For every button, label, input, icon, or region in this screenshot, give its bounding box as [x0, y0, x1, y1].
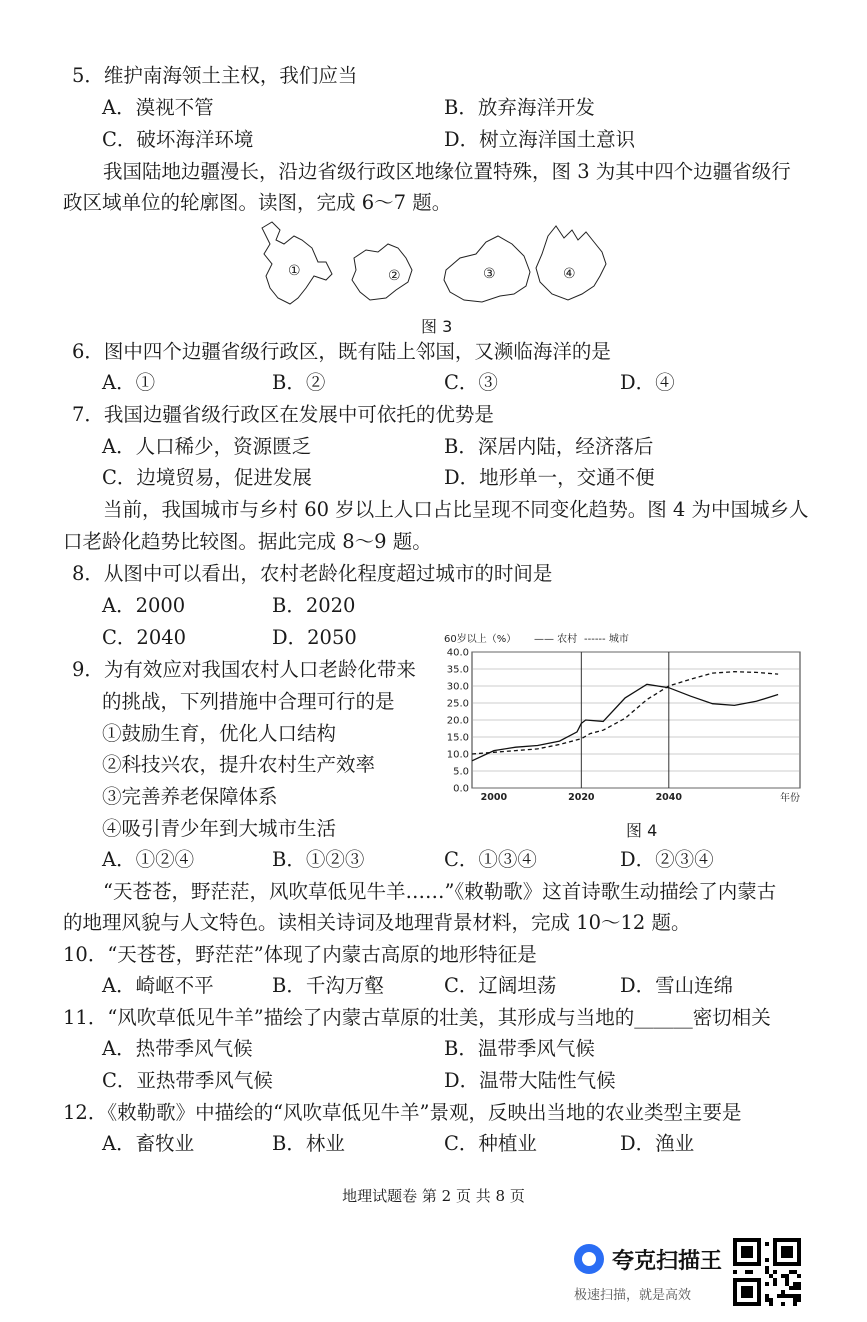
- q5-option-b: B．放弃海洋开发: [444, 96, 595, 119]
- province-outline-4: [536, 226, 606, 300]
- q9-item-2: ②科技兴农，提升农村生产效率: [102, 753, 376, 776]
- q10-option-b: B．千沟万壑: [272, 974, 384, 997]
- intro-10-12-line1: “天苍苍，野茫茫，风吹草低见牛羊……”《敕勒歌》这首诗歌生动描绘了内蒙古: [103, 880, 777, 903]
- q12-option-b: B．林业: [272, 1132, 345, 1155]
- q7-option-c: C．边境贸易，促进发展: [102, 466, 312, 489]
- q6-option-d: D．④: [620, 371, 675, 394]
- y-tick-label: 20.0: [446, 715, 469, 727]
- outline-label-4: ④: [563, 266, 576, 282]
- intro-8-9-line2: 口老龄化趋势比较图。据此完成 8～9 题。: [63, 530, 432, 553]
- q8-option-a: A．2000: [102, 594, 186, 617]
- q5-stem: 5．维护南海领土主权，我们应当: [72, 64, 358, 87]
- q8-option-d: D．2050: [272, 626, 357, 649]
- scanner-slogan: 极速扫描，就是高效: [574, 1288, 692, 1303]
- q6-stem: 6．图中四个边疆省级行政区，既有陆上邻国，又濒临海洋的是: [72, 340, 611, 363]
- q5-option-c: C．破坏海洋环境: [102, 128, 254, 151]
- q9-option-a: A．①②④: [102, 848, 195, 871]
- x-tick-label: 2020: [568, 792, 595, 803]
- q8-stem: 8．从图中可以看出，农村老龄化程度超过城市的时间是: [72, 562, 553, 585]
- x-tick-label: 2040: [655, 792, 683, 803]
- scanner-brand-name: 夸克扫描王: [612, 1249, 723, 1274]
- q9-stem-line2: 的挑战，下列措施中合理可行的是: [102, 690, 395, 713]
- figure-3-caption: 图 3: [421, 317, 453, 336]
- q5-option-d: D．树立海洋国土意识: [444, 128, 636, 151]
- scanner-watermark: [572, 1236, 730, 1308]
- province-outline-2: [352, 244, 412, 300]
- q7-option-b: B．深居内陆，经济落后: [444, 435, 654, 458]
- figure-4-caption: 图 4: [626, 821, 658, 840]
- q11-stem: 11．“风吹草低见牛羊”描绘了内蒙古草原的壮美，其形成与当地的______密切相关: [63, 1006, 771, 1029]
- y-tick-label: 15.0: [446, 732, 469, 744]
- q11-option-a: A．热带季风气候: [102, 1037, 253, 1060]
- q9-option-c: C．①③④: [444, 848, 537, 871]
- legend-rural: —— 农村: [534, 634, 578, 645]
- q9-item-1: ①鼓励生育，优化人口结构: [102, 722, 337, 745]
- y-tick-label: 30.0: [446, 681, 469, 693]
- y-tick-label: 25.0: [446, 698, 469, 710]
- outline-label-2: ②: [388, 268, 401, 284]
- q12-option-a: A．畜牧业: [102, 1132, 195, 1155]
- y-tick-label: 40.0: [446, 647, 469, 659]
- q12-option-c: C．种植业: [444, 1132, 537, 1155]
- qr-code-icon: [733, 1238, 801, 1306]
- q10-stem: 10．“天苍苍，野茫茫”体现了内蒙古高原的地形特征是: [63, 943, 537, 966]
- x-tick-label: 2000: [480, 792, 508, 803]
- q9-option-d: D．②③④: [620, 848, 714, 871]
- intro-6-7-line1: 我国陆地边疆漫长，沿边省级行政区地缘位置特殊，图 3 为其中四个边疆省级行: [103, 160, 791, 183]
- q6-option-b: B．②: [272, 371, 326, 394]
- scanner-logo-icon: [574, 1244, 604, 1274]
- q12-option-d: D．渔业: [620, 1132, 695, 1155]
- q8-option-b: B．2020: [272, 594, 356, 617]
- q7-option-d: D．地形单一，交通不便: [444, 466, 655, 489]
- q10-option-a: A．崎岖不平: [102, 974, 214, 997]
- figure-4-aging-chart: [438, 628, 810, 810]
- legend-urban: ------ 城市: [584, 634, 629, 645]
- intro-10-12-line2: 的地理风貌与人文特色。读相关诗词及地理背景材料，完成 10～12 题。: [63, 911, 691, 934]
- q7-stem: 7．我国边疆省级行政区在发展中可依托的优势是: [72, 403, 494, 426]
- q11-option-d: D．温带大陆性气候: [444, 1069, 616, 1092]
- q11-option-c: C．亚热带季风气候: [102, 1069, 273, 1092]
- q10-option-d: D．雪山连绵: [620, 974, 734, 997]
- q12-stem: 12．《敕勒歌》中描绘的“风吹草低见牛羊”景观，反映出当地的农业类型主要是: [63, 1101, 742, 1124]
- urban-series-line: [472, 672, 778, 754]
- q9-option-b: B．①②③: [272, 848, 365, 871]
- q8-option-c: C．2040: [102, 626, 187, 649]
- intro-8-9-line1: 当前，我国城市与乡村 60 岁以上人口占比呈现不同变化趋势。图 4 为中国城乡人: [103, 498, 809, 521]
- x-axis-label: 年份: [780, 793, 800, 804]
- y-tick-label: 5.0: [453, 766, 469, 778]
- q5-option-a: A．漠视不管: [102, 96, 214, 119]
- outline-label-3: ③: [483, 266, 496, 282]
- q9-stem-line1: 9．为有效应对我国农村人口老龄化带来: [72, 658, 416, 681]
- q6-option-c: C．③: [444, 371, 498, 394]
- y-tick-label: 35.0: [446, 664, 469, 676]
- rural-series-line: [472, 684, 778, 761]
- y-tick-label: 10.0: [446, 749, 469, 761]
- q10-option-c: C．辽阔坦荡: [444, 974, 557, 997]
- q6-option-a: A．①: [102, 371, 156, 394]
- q11-option-b: B．温带季风气候: [444, 1037, 595, 1060]
- outline-label-1: ①: [288, 263, 301, 279]
- figure-3-province-outlines: [250, 218, 620, 318]
- q9-item-4: ④吸引青少年到大城市生活: [102, 817, 337, 840]
- chart-title: 60岁以上（%）: [444, 634, 517, 645]
- intro-6-7-line2: 政区域单位的轮廓图。读图，完成 6～7 题。: [63, 191, 452, 214]
- q9-item-3: ③完善养老保障体系: [102, 785, 278, 808]
- y-tick-label: 0.0: [453, 783, 469, 795]
- page-footer: 地理试题卷 第 2 页 共 8 页: [342, 1187, 525, 1205]
- q7-option-a: A．人口稀少，资源匮乏: [102, 435, 312, 458]
